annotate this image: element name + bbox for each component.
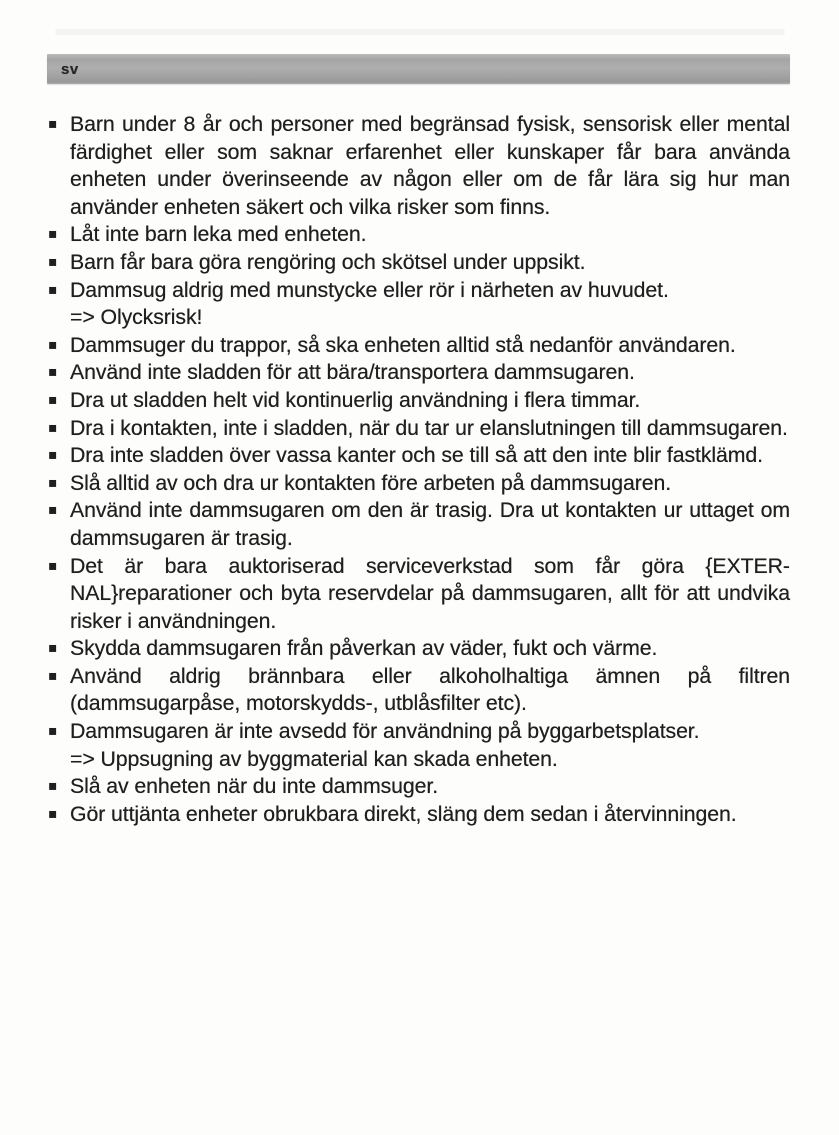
bullet-text: Skydda dammsugaren från påverkan av väder, fukt och värme. (70, 636, 658, 661)
bullet-text: Slå av enheten när du inte dammsuger. (70, 774, 439, 799)
bullet-text: Låt inte barn leka med enheten. (70, 222, 367, 247)
bullet-text: Dra i kontakten, inte i sladden, när du tar ur elanslutningen till dammsugaren. (70, 415, 788, 440)
square-bullet-icon: ▪ (48, 281, 58, 298)
arrow-note: => Olycksrisk! (70, 305, 203, 330)
bullet-text: Barn får bara göra rengöring och skötsel under uppsikt. (70, 249, 586, 274)
language-header-bar (47, 54, 790, 84)
list-item (47, 442, 790, 470)
list-item (47, 249, 790, 277)
square-bullet-icon: ▪ (48, 253, 58, 270)
bullet-text: Barn under 8 år och personer med begränsad fysisk, sensorisk eller mental färdighet eller som saknar erfarenhet eller kunskaper får bara använda enheten under överinseende av någon eller om de får lära sig hur man använder enheten säkert och vilka risker som finns. (70, 112, 790, 219)
square-bullet-icon: ▪ (48, 474, 58, 491)
list-item (47, 635, 790, 663)
square-bullet-icon: ▪ (48, 502, 58, 519)
square-bullet-icon: ▪ (48, 640, 58, 657)
bullet-text: Dammsuger du trappor, så ska enheten alltid stå nedanför användaren. (70, 332, 736, 357)
list-item (47, 663, 790, 718)
square-bullet-icon: ▪ (48, 723, 58, 740)
list-item (47, 277, 790, 332)
square-bullet-icon: ▪ (48, 557, 58, 574)
list-item (47, 497, 790, 552)
list-item (47, 415, 790, 443)
list-item (47, 221, 790, 249)
bullet-text: Dra ut sladden helt vid kontinuerlig användning i flera timmar. (70, 387, 641, 412)
list-item (47, 718, 790, 773)
list-item (47, 111, 790, 221)
square-bullet-icon: ▪ (48, 778, 58, 795)
bullet-text: Dra inte sladden över vassa kanter och se till så att den inte blir fastklämd. (70, 443, 763, 468)
list-item (47, 773, 790, 801)
bullet-text: Gör uttjänta enheter obrukbara direkt, släng dem sedan i återvinningen. (70, 801, 737, 826)
bullet-text: Dammsug aldrig med munstycke eller rör i närheten av huvudet. (70, 277, 669, 302)
square-bullet-icon: ▪ (48, 336, 58, 353)
arrow-note: => Uppsugning av byggmaterial kan skada enheten. (70, 746, 558, 771)
bullet-text: Använd aldrig brännbara eller alkoholhaltiga ämnen på filtren (dammsugarpåse, motorskydds-, utblåsfilter etc). (70, 663, 790, 716)
language-label: sv (61, 60, 79, 78)
list-item (47, 553, 790, 636)
square-bullet-icon: ▪ (48, 667, 58, 684)
square-bullet-icon: ▪ (48, 226, 58, 243)
square-bullet-icon: ▪ (48, 805, 58, 822)
list-item (47, 387, 790, 415)
list-item (47, 332, 790, 360)
square-bullet-icon: ▪ (48, 364, 58, 381)
scan-artifact (55, 29, 785, 35)
square-bullet-icon: ▪ (48, 391, 58, 408)
list-item (47, 359, 790, 387)
square-bullet-icon: ▪ (48, 419, 58, 436)
bullet-text: Slå alltid av och dra ur kontakten före arbeten på dammsugaren. (70, 470, 672, 495)
bullet-text: Det är bara auktoriserad serviceverkstad som får göra {EXTERNAL}reparationer och byta reservdelar på dammsugaren, allt för att undvika risker i användningen. (70, 553, 790, 633)
bullet-text: Använd inte sladden för att bära/transportera dammsugaren. (70, 360, 635, 385)
square-bullet-icon: ▪ (48, 447, 58, 464)
list-item (47, 470, 790, 498)
bullet-text: Dammsugaren är inte avsedd för användning på byggarbetsplatser. (70, 719, 700, 744)
safety-instructions-list (47, 111, 790, 828)
list-item (47, 801, 790, 829)
bullet-text: Använd inte dammsugaren om den är trasig. Dra ut kontakten ur uttaget om dammsugaren är trasig. (70, 498, 790, 550)
square-bullet-icon: ▪ (48, 116, 58, 132)
